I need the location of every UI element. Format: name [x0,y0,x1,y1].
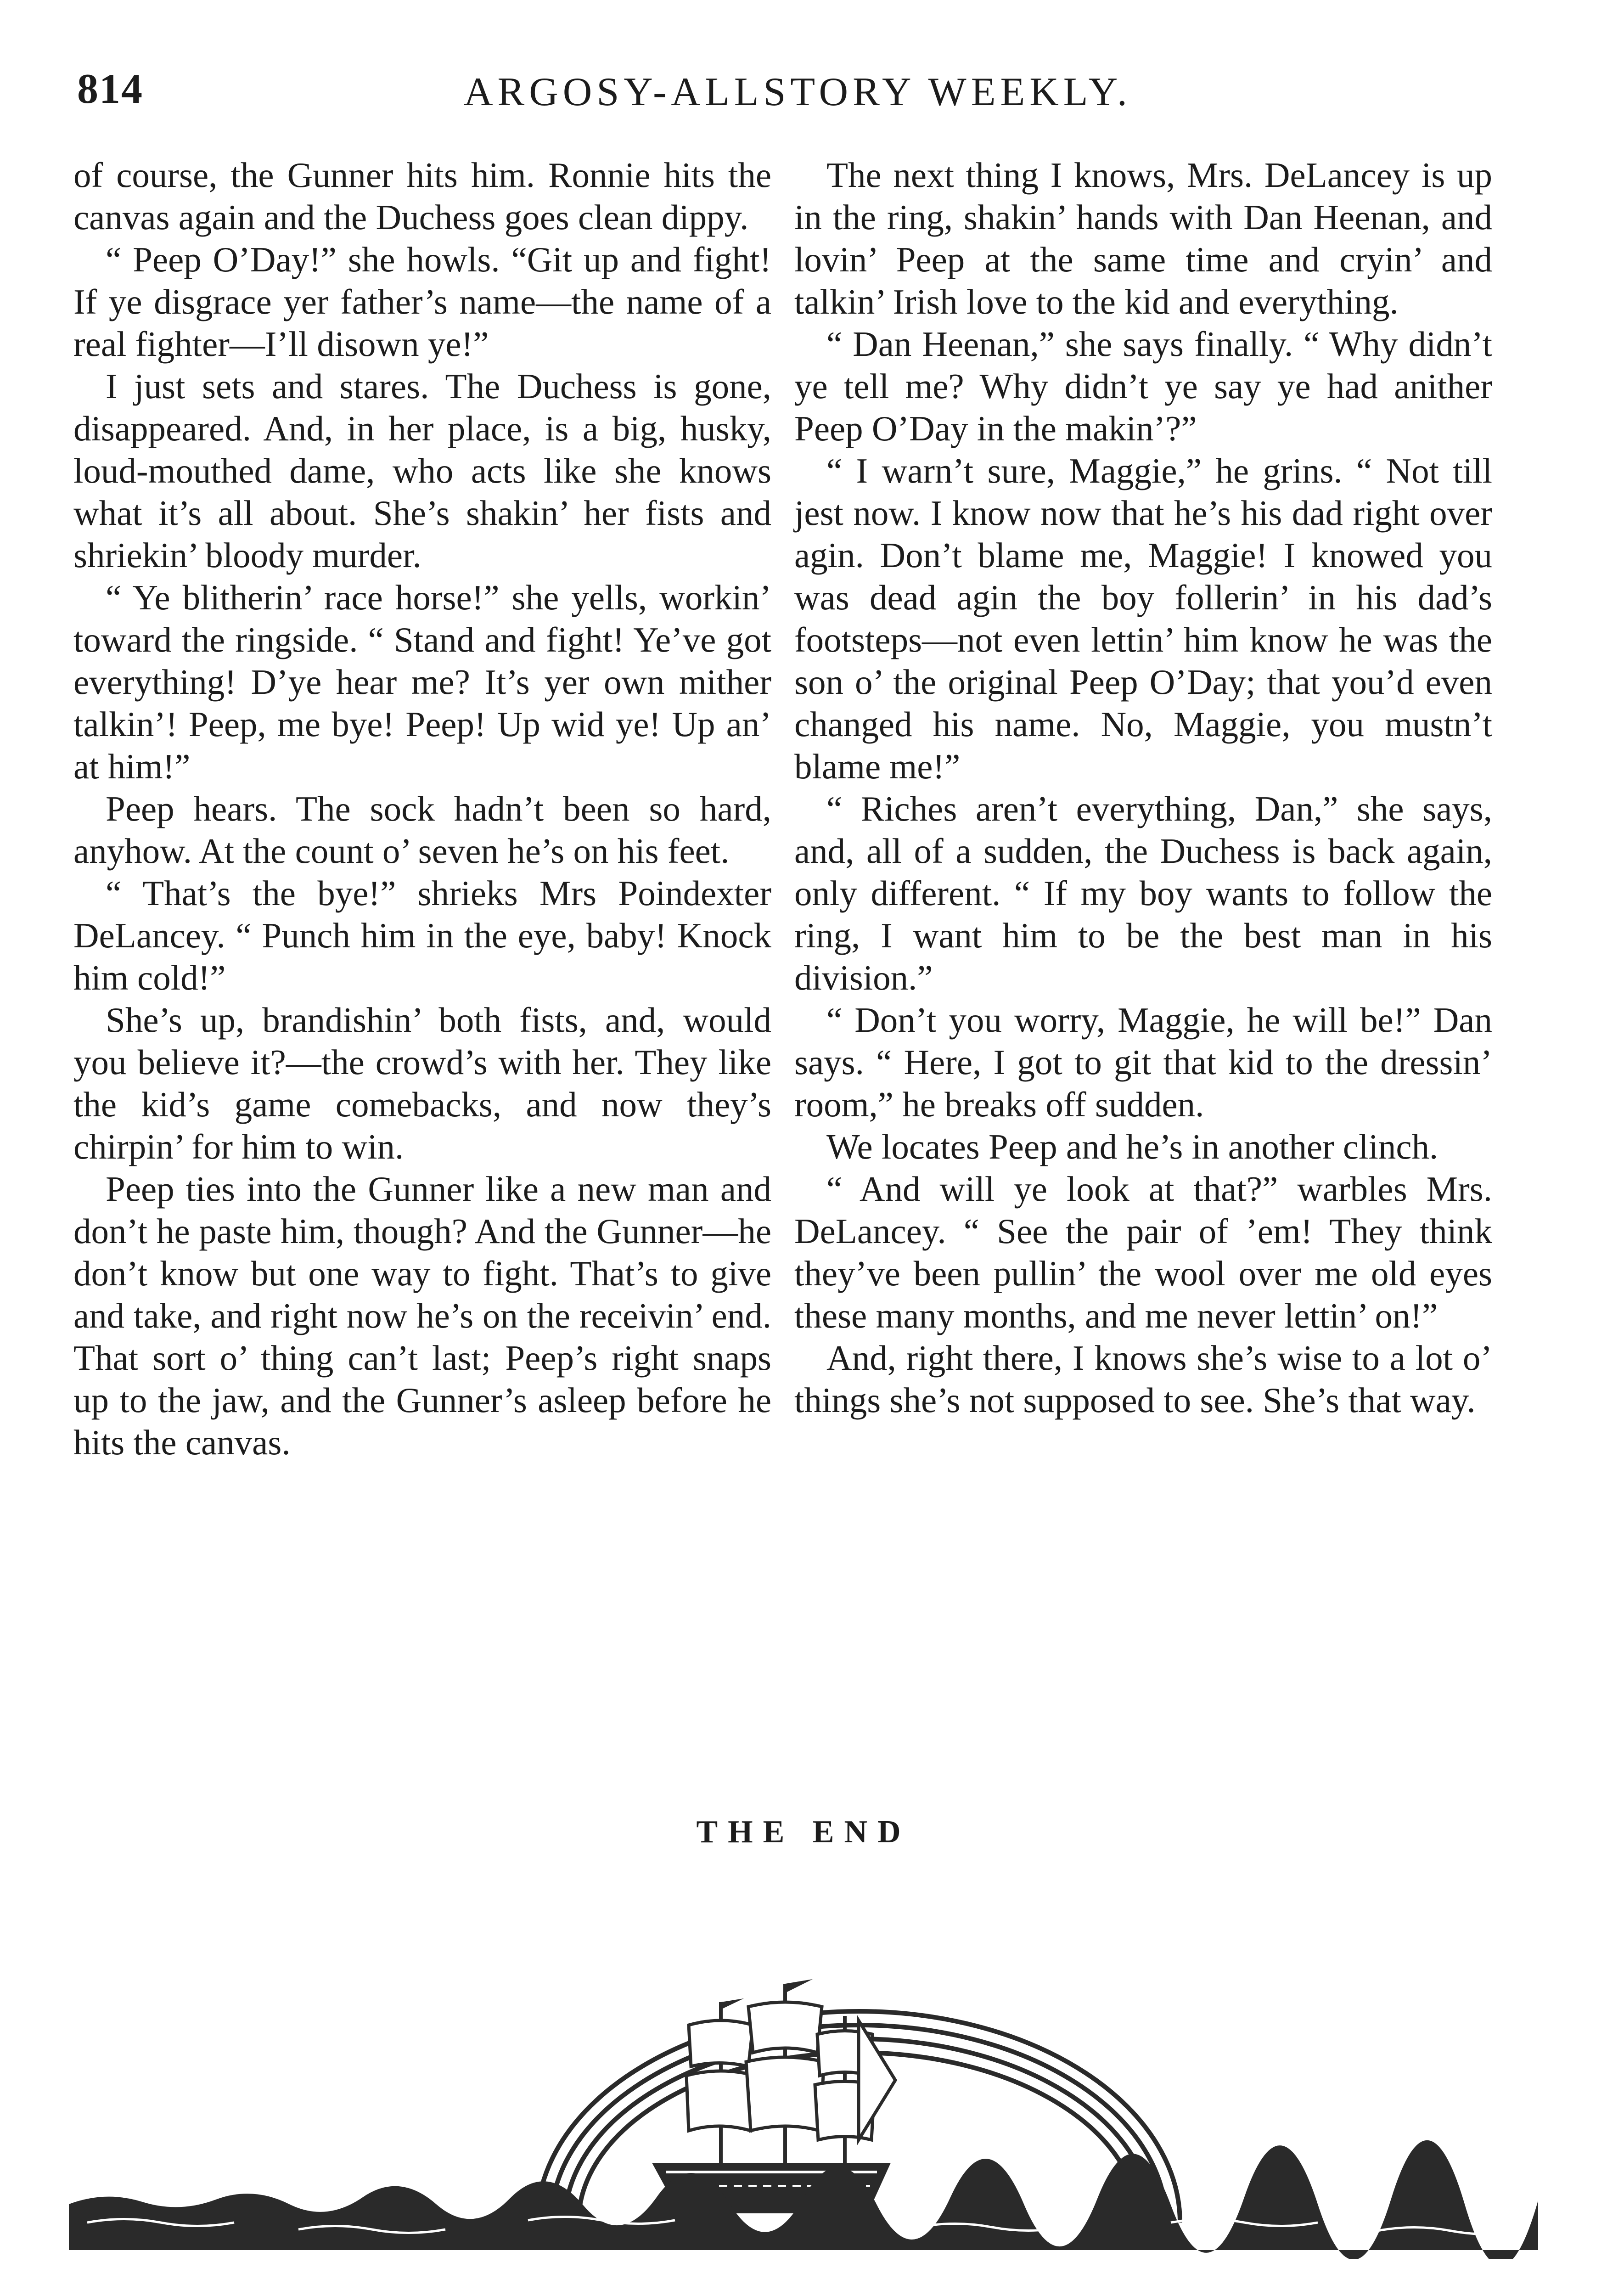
paragraph: “ Don’t you worry, Maggie, he will be!” Dan says. “ Here, I got to git that kid to the dressin’ room,” he breaks off sudden. [794,1000,1492,1124]
right-column [794,154,1492,1421]
sailing-ship-rainbow-icon [69,1965,1538,2259]
paragraph: “ Peep O’Day!” she howls. “Git up and fight! If ye disgrace yer father’s name—the name of a real fighter—I’ll disown ye!” [73,240,771,364]
paragraph: “ That’s the bye!” shrieks Mrs Poindexter DeLancey. “ Punch him in the eye, baby! Knock him cold!” [73,873,771,997]
paragraph: “ I warn’t sure, Maggie,” he grins. “ Not till jest now. I know now that he’s his dad right over agin. Don’t blame me, Maggie! I knowed you was dead agin the boy follerin’ in his dad’s footsteps—not even lettin’ him know he was the son o’ the original Peep O’Day; that you’d even changed his name. No, Maggie, you mustn’t blame me!” [794,451,1492,786]
paragraph: We locates Peep and he’s in another clinch. [826,1127,1438,1166]
page-header [0,55,1607,147]
the-end-label: THE END [696,1814,911,1850]
paragraph: She’s up, brandishin’ both fists, and, would you believe it?—the crowd’s with her. They like the kid’s game comebacks, and now they’s chirpin’ for him to win. [73,1000,771,1166]
paragraph: of course, the Gunner hits him. Ronnie hits the canvas again and the Duchess goes clean dippy. [73,155,771,237]
paragraph: And, right there, I knows she’s wise to a lot o’ things she’s not supposed to see. She’s that way. [794,1338,1492,1420]
paragraph: I just sets and stares. The Duchess is gone, disappeared. And, in her place, is a big, husky, loud-mouthed dame, who acts like she knows what it’s all about. She’s shakin’ her fists and shriekin’ bloody murder. [73,366,771,575]
paragraph: “ Dan Heenan,” she says finally. “ Why didn’t ye tell me? Why didn’t ye say ye had anither Peep O’Day in the makin’?” [794,324,1492,448]
page-number: 814 [77,65,143,112]
paragraph: “ Ye blitherin’ race horse!” she yells, workin’ toward the ringside. “ Stand and fight! Ye’ve got everything! D’ye hear me? It’s yer own mither talkin’! Peep, me bye! Peep! Up wid ye! Up an’ at him!” [73,578,771,786]
left-column [73,154,771,1463]
paragraph: “ Riches aren’t everything, Dan,” she says, and, all of a sudden, the Duchess is back again, only different. “ If my boy wants to follow the ring, I want him to be the best man in his division.” [794,789,1492,997]
paragraph: “ And will ye look at that?” warbles Mrs. DeLancey. “ See the pair of ’em! They think they’ve been pullin’ the wool over me old eyes these many months, and me never lettin’ on!” [794,1169,1492,1335]
running-title: ARGOSY-ALLSTORY WEEKLY. [464,70,1132,114]
paragraph: Peep ties into the Gunner like a new man and don’t he paste him, though? And the Gunner—he don’t know but one way to fight. That’s to give and take, and right now he’s on the receivin’ end. That sort o’ thing can’t last; Peep’s right snaps up to the jaw, and the Gunner’s asleep before he hits the canvas. [73,1169,771,1462]
paragraph: The next thing I knows, Mrs. DeLancey is up in the ring, shakin’ hands with Dan Heenan, and lovin’ Peep at the same time and cryin’ and talkin’ Irish love to the kid and everything. [794,155,1492,321]
paragraph: Peep hears. The sock hadn’t been so hard, anyhow. At the count o’ seven he’s on his feet. [73,789,771,871]
